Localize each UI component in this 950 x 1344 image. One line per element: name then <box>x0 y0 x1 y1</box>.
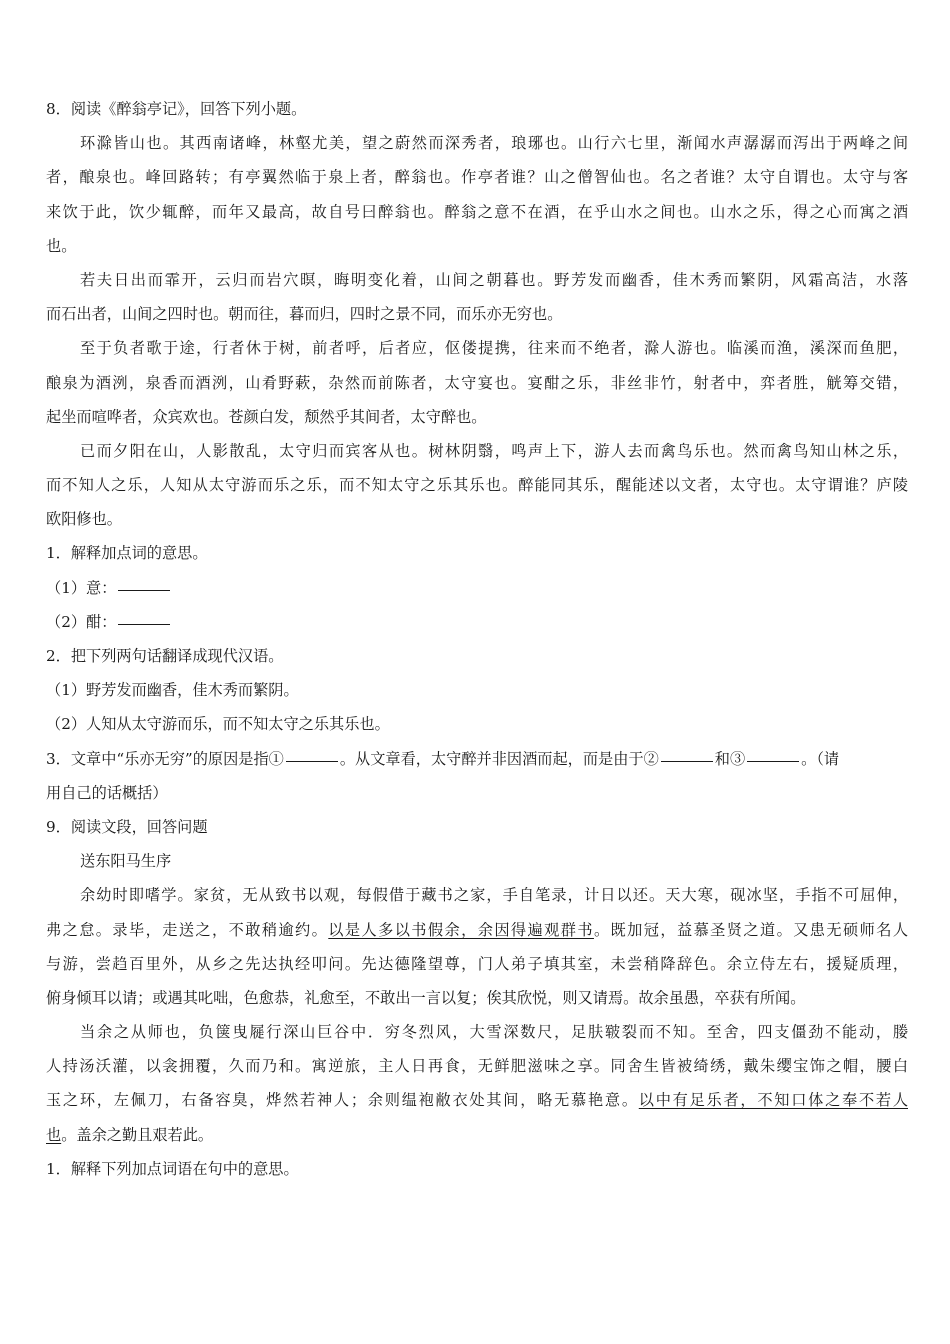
passage-line: 余幼时即嗜学。家贫，无从致书以观，每假借于藏书之家，手自笔录，计日以还。天大寒，砚冰坚，手指不可屈伸， <box>80 886 908 905</box>
subquestion-1-item <box>46 605 908 639</box>
answer-blank[interactable] <box>747 760 799 762</box>
passage-line: 已而夕阳在山，人影散乱，太守归而宾客从也。树林阴翳，鸣声上下，游人去而禽鸟乐也。然而禽鸟知山林之乐， <box>80 441 908 460</box>
subquestion-2-item: （2）人知从太守游而乐，而不知太守之乐其乐也。 <box>46 715 390 734</box>
passage-line: 欧阳修也。 <box>46 510 122 529</box>
passage-line: 也。盖余之勤且艰若此。 <box>46 1125 214 1144</box>
passage-line: 来饮于此，饮少辄醉，而年又最高，故自号曰醉翁也。醉翁之意不在酒，在乎山水之间也。山水之乐，得之心而寓之酒 <box>46 202 908 221</box>
passage-line: 若夫日出而霏开，云归而岩穴暝，晦明变化着，山间之朝暮也。野芳发而幽香，佳木秀而繁阴，风霜高洁，水落 <box>80 270 908 289</box>
subquestion-1-title: 1．解释加点词的意思。 <box>46 544 208 563</box>
passage-line: 起坐而喧哗者，众宾欢也。苍颜白发，颓然乎其间者，太守醉也。 <box>46 407 487 426</box>
passage-line: 弗之怠。录毕，走送之，不敢稍逾约。以是人多以书假余，余因得遍观群书。既加冠，益慕圣贤之道。又患无硕师名人 <box>46 920 908 939</box>
document-page <box>46 92 908 1186</box>
passage-line: 与游，尝趋百里外，从乡之先达执经叩问。先达德隆望尊，门人弟子填其室，未尝稍降辞色。余立侍左右，援疑质理， <box>46 954 908 973</box>
passage-line: 而石出者，山间之四时也。朝而往，暮而归，四时之景不同，而乐亦无穷也。 <box>46 305 563 324</box>
item-label: （2）酣： <box>46 612 117 631</box>
underlined-sentence: 以中有足乐者，不知口体之奉不若人 <box>638 1091 908 1110</box>
passage-line: 人持汤沃灌，以衾拥覆，久而乃和。寓逆旅，主人日再食，无鲜肥滋味之享。同舍生皆被绮绣，戴朱缨宝饰之帽，腰白 <box>46 1057 908 1076</box>
item-label: （1）意： <box>46 578 117 597</box>
answer-blank[interactable] <box>118 589 170 591</box>
passage-line: 也。 <box>46 236 77 255</box>
passage-line: 者，酿泉也。峰回路转；有亭翼然临于泉上者，醉翁也。作亭者谁？山之僧智仙也。名之者谁？太守自谓也。太守与客 <box>46 168 908 187</box>
answer-blank[interactable] <box>118 623 170 625</box>
passage-line: 而不知人之乐，人知从太守游而乐之乐，而不知太守之乐其乐也。醉能同其乐，醒能述以文者，太守也。太守谓谁？庐陵 <box>46 476 908 495</box>
passage-line: 至于负者歌于途，行者休于树，前者呼，后者应，伛偻提携，往来而不绝者，滁人游也。临溪而渔，溪深而鱼肥， <box>80 339 908 358</box>
subquestion-2-item: （1）野芳发而幽香，佳木秀而繁阴。 <box>46 681 299 700</box>
subquestion-1-item <box>46 571 908 605</box>
passage-line: 俯身倾耳以请；或遇其叱咄，色愈恭，礼愈至，不敢出一言以复；俟其欣悦，则又请焉。故余虽愚，卒获有所闻。 <box>46 988 806 1007</box>
passage-line: 环滁皆山也。其西南诸峰，林壑尤美，望之蔚然而深秀者，琅琊也。山行六七里，渐闻水声潺潺而泻出于两峰之间 <box>80 134 908 153</box>
passage-line: 玉之环，左佩刀，右备容臭，烨然若神人；余则缊袍敝衣处其间，略无慕艳意。以中有足乐者，不知口体之奉不若人 <box>46 1091 908 1110</box>
passage-title: 送东阳马生序 <box>80 852 172 871</box>
passage-line: 当余之从师也，负箧曳屣行深山巨谷中．穷冬烈风，大雪深数尺，足肤皲裂而不知。至舍，四支僵劲不能动，媵 <box>80 1023 908 1042</box>
passage-line: 酿泉为酒洌，泉香而酒洌，山肴野蔌，杂然而前陈者，太守宴也。宴酣之乐，非丝非竹，射者中，弈者胜，觥筹交错， <box>46 373 908 392</box>
underlined-sentence: 也 <box>46 1125 62 1144</box>
subquestion-1-title: 1．解释下列加点词语在句中的意思。 <box>46 1159 299 1178</box>
answer-blank[interactable] <box>661 760 713 762</box>
subquestion-3-cont: 用自己的话概括） <box>46 783 168 802</box>
question-8-title: 8．阅读《醉翁亭记》，回答下列小题。 <box>46 100 307 118</box>
subquestion-2-title: 2．把下列两句话翻译成现代汉语。 <box>46 647 284 665</box>
underlined-sentence: 以是人多以书假余，余因得遍观群书 <box>328 920 594 939</box>
answer-blank[interactable] <box>286 760 338 762</box>
question-9-title: 9．阅读文段，回答问题 <box>46 817 208 836</box>
subquestion-3: 3．文章中“乐亦无穷”的原因是指① 。从文章看，太守醉并非因酒而起，而是由于② 和③ 。（请 <box>46 749 840 768</box>
